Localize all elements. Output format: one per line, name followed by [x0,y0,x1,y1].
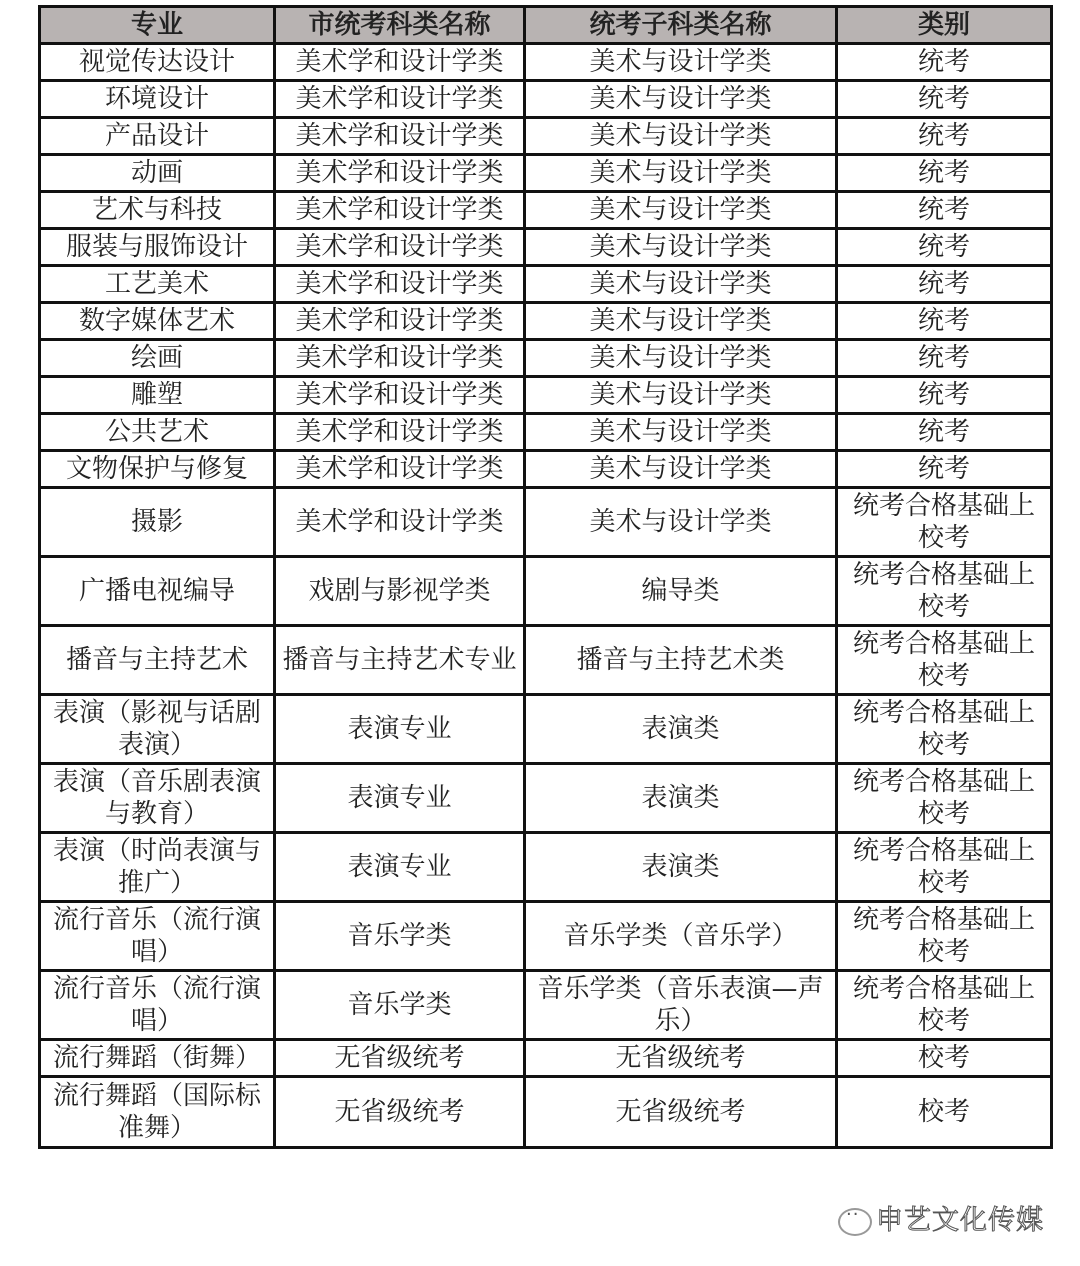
cell-city-category: 美术学和设计学类 [275,44,525,81]
cell-type: 统考合格基础上校考 [837,488,1052,557]
cell-major: 动画 [40,155,275,192]
cell-city-category: 美术学和设计学类 [275,488,525,557]
cell-sub-category: 表演类 [525,695,837,764]
cell-city-category: 表演专业 [275,833,525,902]
cell-city-category: 无省级统考 [275,1077,525,1148]
header-major: 专业 [40,7,275,44]
cell-major: 表演（时尚表演与推广） [40,833,275,902]
cell-city-category: 无省级统考 [275,1040,525,1077]
cell-city-category: 美术学和设计学类 [275,192,525,229]
table-row [40,833,1052,902]
header-sub-category: 统考子科类名称 [525,7,837,44]
cell-city-category: 美术学和设计学类 [275,266,525,303]
cell-sub-category: 美术与设计学类 [525,451,837,488]
cell-major: 绘画 [40,340,275,377]
cell-sub-category: 美术与设计学类 [525,377,837,414]
cell-type: 统考 [837,266,1052,303]
cell-sub-category: 表演类 [525,764,837,833]
cell-sub-category: 编导类 [525,557,837,626]
cell-city-category: 美术学和设计学类 [275,155,525,192]
cell-sub-category: 美术与设计学类 [525,118,837,155]
majors-table [38,5,1053,1149]
table-row [40,414,1052,451]
table-header-row [40,7,1052,44]
table-row [40,1077,1052,1148]
cell-sub-category: 美术与设计学类 [525,488,837,557]
cell-type: 统考 [837,377,1052,414]
cell-major: 文物保护与修复 [40,451,275,488]
cell-sub-category: 美术与设计学类 [525,229,837,266]
cell-sub-category: 美术与设计学类 [525,303,837,340]
cell-city-category: 美术学和设计学类 [275,377,525,414]
cell-type: 统考合格基础上校考 [837,695,1052,764]
cell-city-category: 美术学和设计学类 [275,303,525,340]
cell-city-category: 表演专业 [275,695,525,764]
table-row [40,626,1052,695]
table-row [40,192,1052,229]
cell-type: 统考 [837,451,1052,488]
table-row [40,971,1052,1040]
cell-city-category: 播音与主持艺术专业 [275,626,525,695]
table-row [40,695,1052,764]
cell-major: 艺术与科技 [40,192,275,229]
cell-major: 数字媒体艺术 [40,303,275,340]
cell-sub-category: 美术与设计学类 [525,81,837,118]
cell-sub-category: 音乐学类（音乐学） [525,902,837,971]
table-row [40,902,1052,971]
cell-sub-category: 无省级统考 [525,1040,837,1077]
cell-major: 摄影 [40,488,275,557]
cell-type: 统考合格基础上校考 [837,557,1052,626]
cell-major: 流行舞蹈（国际标准舞） [40,1077,275,1148]
cell-city-category: 美术学和设计学类 [275,414,525,451]
table-row [40,557,1052,626]
cell-type: 校考 [837,1040,1052,1077]
cell-type: 统考合格基础上校考 [837,833,1052,902]
cell-sub-category: 美术与设计学类 [525,155,837,192]
cell-type: 统考 [837,192,1052,229]
cell-major: 流行音乐（流行演唱） [40,902,275,971]
cell-type: 统考 [837,44,1052,81]
cell-type: 统考 [837,414,1052,451]
cell-sub-category: 表演类 [525,833,837,902]
cell-major: 视觉传达设计 [40,44,275,81]
cell-type: 统考 [837,155,1052,192]
table-row [40,81,1052,118]
table-row [40,377,1052,414]
cell-city-category: 美术学和设计学类 [275,340,525,377]
table-row [40,451,1052,488]
cell-city-category: 美术学和设计学类 [275,81,525,118]
header-type: 类别 [837,7,1052,44]
cell-city-category: 美术学和设计学类 [275,118,525,155]
cell-type: 统考 [837,81,1052,118]
cell-type: 统考 [837,340,1052,377]
cell-major: 流行音乐（流行演唱） [40,971,275,1040]
cell-type: 校考 [837,1077,1052,1148]
table-row [40,764,1052,833]
table-row [40,266,1052,303]
cell-sub-category: 美术与设计学类 [525,266,837,303]
table-row [40,303,1052,340]
cell-type: 统考 [837,303,1052,340]
cell-city-category: 美术学和设计学类 [275,229,525,266]
cell-major: 环境设计 [40,81,275,118]
cell-type: 统考合格基础上校考 [837,764,1052,833]
cell-sub-category: 美术与设计学类 [525,414,837,451]
cell-type: 统考合格基础上校考 [837,902,1052,971]
cell-major: 流行舞蹈（街舞） [40,1040,275,1077]
cell-city-category: 音乐学类 [275,971,525,1040]
cell-type: 统考 [837,118,1052,155]
cell-major: 公共艺术 [40,414,275,451]
header-city-category: 市统考科类名称 [275,7,525,44]
cell-sub-category: 音乐学类（音乐表演—声乐） [525,971,837,1040]
table-row [40,340,1052,377]
cell-major: 表演（影视与话剧表演） [40,695,275,764]
cell-major: 播音与主持艺术 [40,626,275,695]
cell-type: 统考合格基础上校考 [837,626,1052,695]
cell-major: 服装与服饰设计 [40,229,275,266]
cell-type: 统考合格基础上校考 [837,971,1052,1040]
cell-sub-category: 美术与设计学类 [525,340,837,377]
cell-major: 产品设计 [40,118,275,155]
cell-major: 工艺美术 [40,266,275,303]
table-row [40,488,1052,557]
cell-city-category: 美术学和设计学类 [275,451,525,488]
wechat-icon [838,1208,872,1236]
cell-city-category: 表演专业 [275,764,525,833]
table-row [40,1040,1052,1077]
table-row [40,44,1052,81]
cell-major: 雕塑 [40,377,275,414]
cell-major: 表演（音乐剧表演与教育） [40,764,275,833]
cell-sub-category: 无省级统考 [525,1077,837,1148]
table-row [40,229,1052,266]
cell-major: 广播电视编导 [40,557,275,626]
cell-city-category: 戏剧与影视学类 [275,557,525,626]
table-row [40,118,1052,155]
cell-city-category: 音乐学类 [275,902,525,971]
cell-sub-category: 播音与主持艺术类 [525,626,837,695]
table-row [40,155,1052,192]
cell-type: 统考 [837,229,1052,266]
watermark [838,1198,1044,1237]
watermark-text: 申艺文化传媒 [876,1205,1044,1236]
cell-sub-category: 美术与设计学类 [525,44,837,81]
cell-sub-category: 美术与设计学类 [525,192,837,229]
